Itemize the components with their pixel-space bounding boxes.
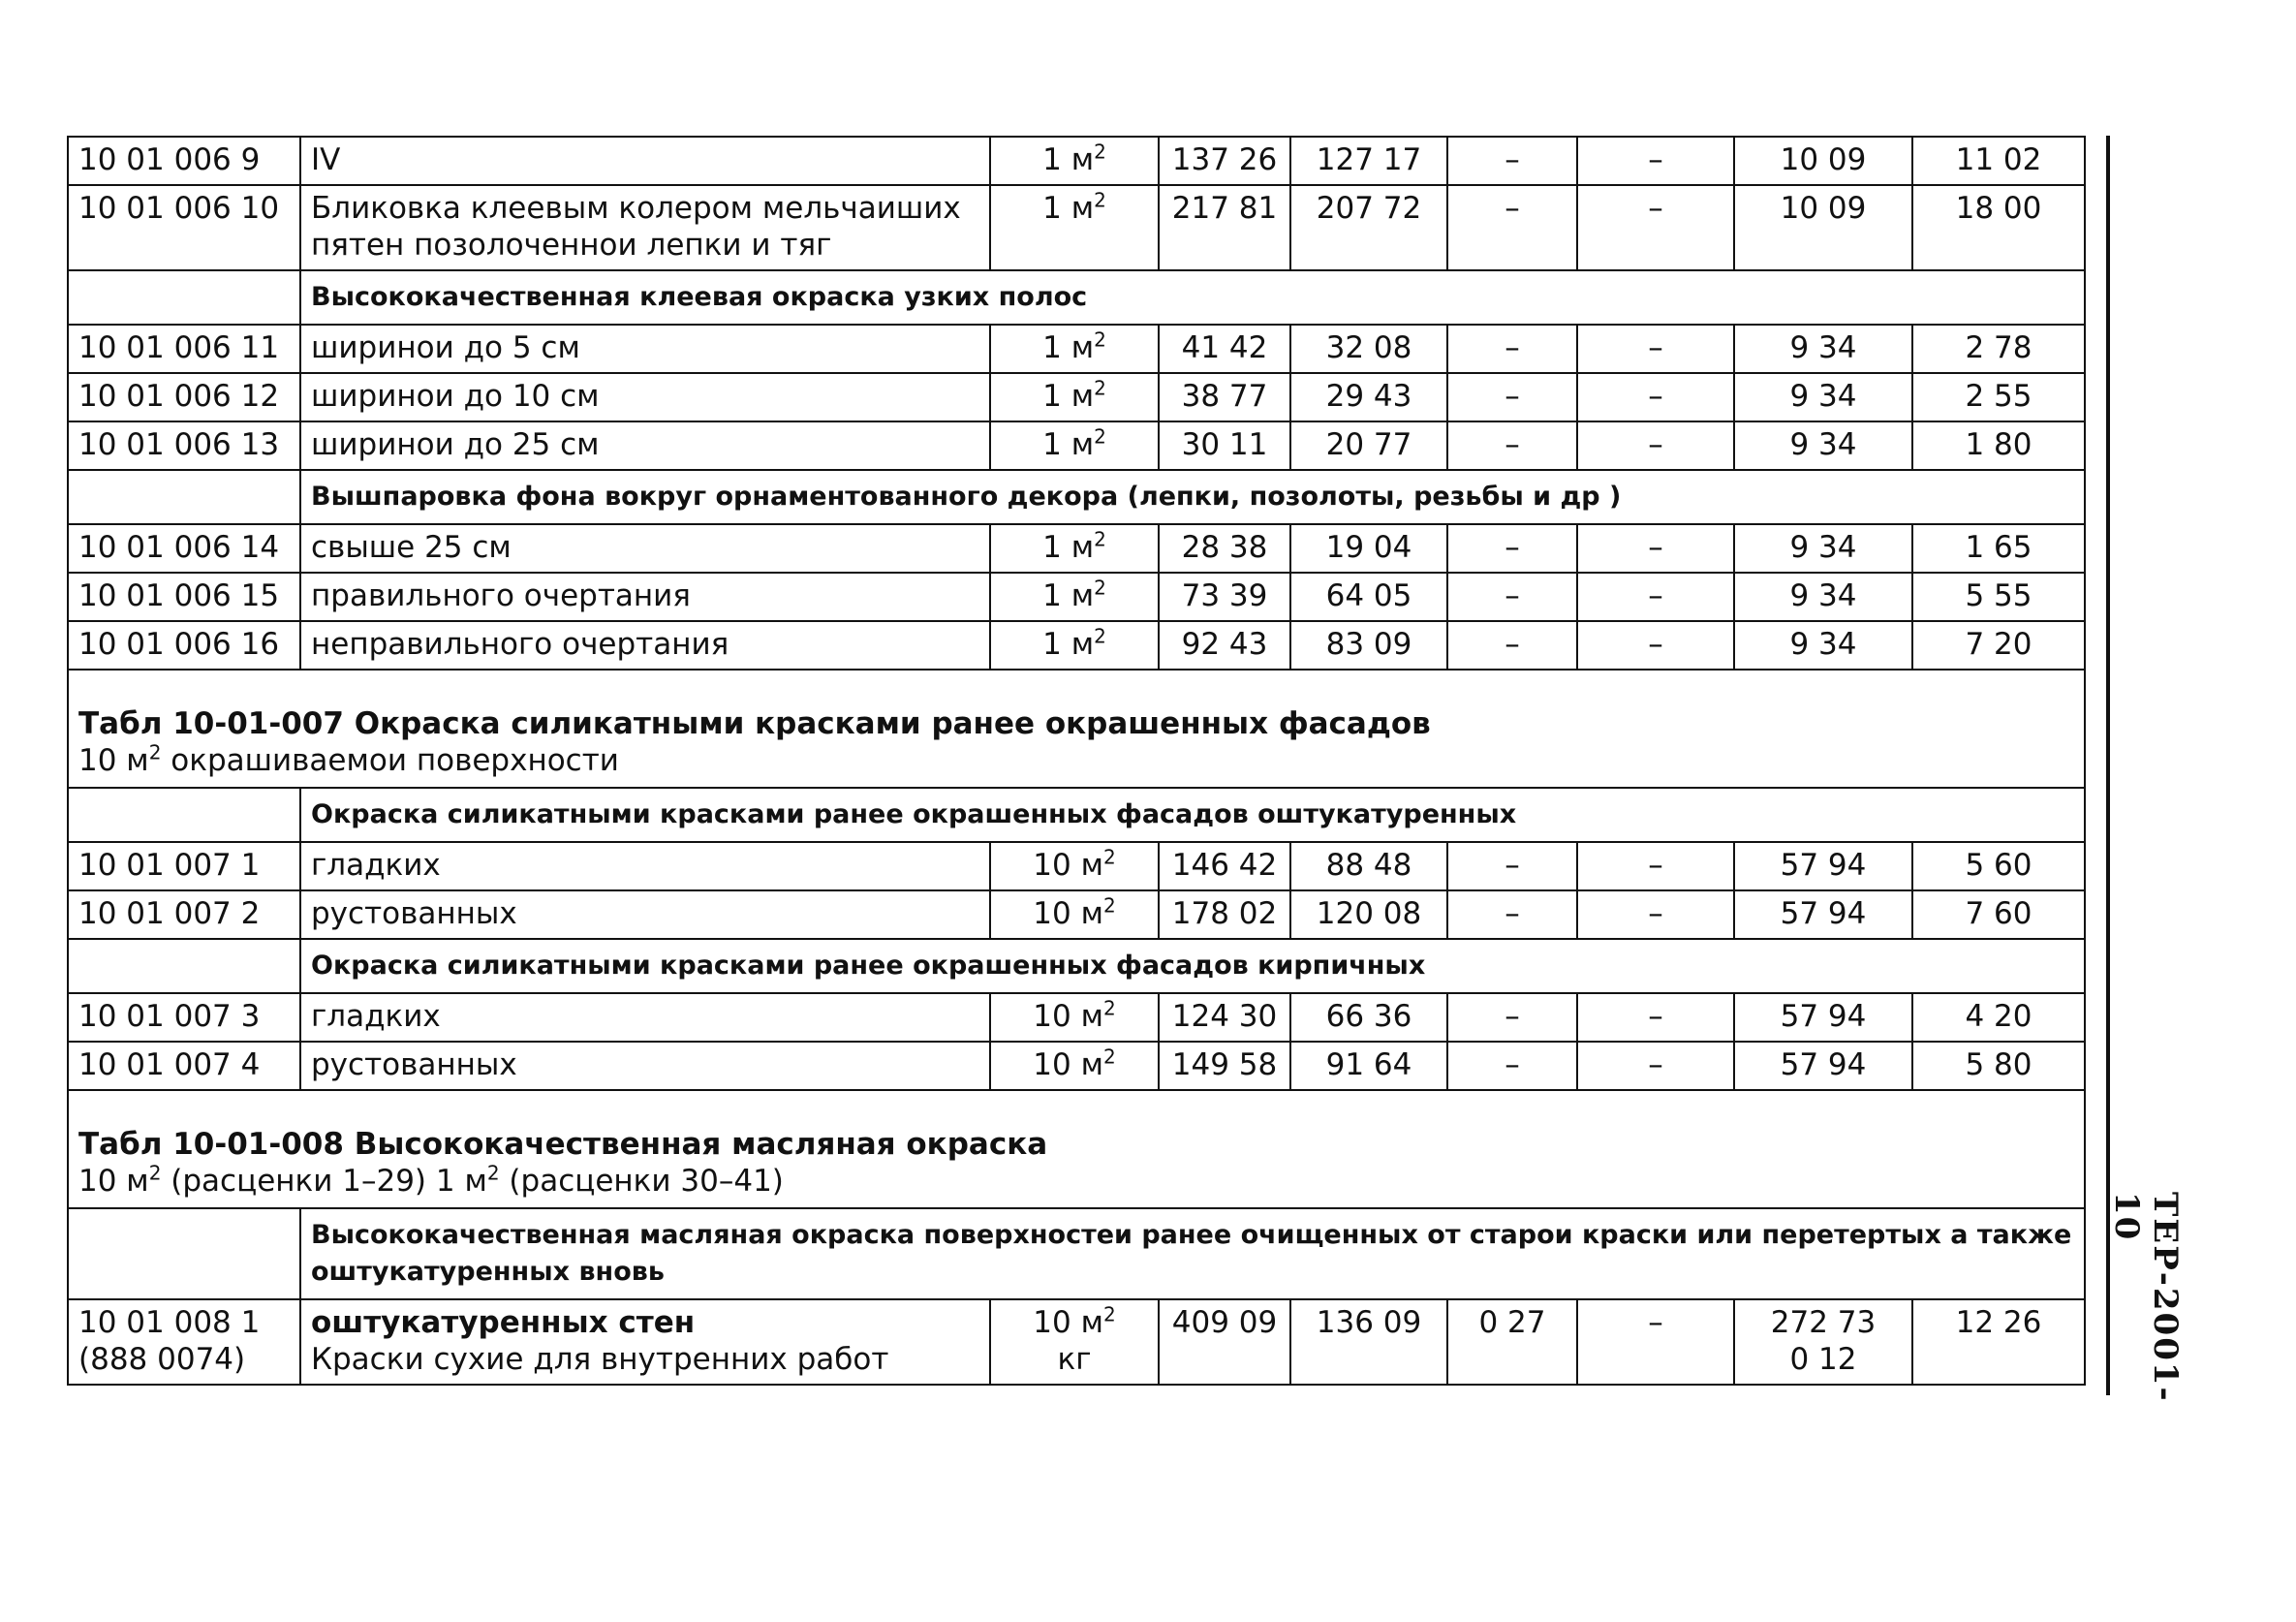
section-heading: Окраска силикатными красками ранее окрашенных фасадов оштукатуренных — [300, 788, 2085, 842]
row-value: – — [1577, 421, 1734, 470]
row-code: 10 01 006 16 — [68, 621, 300, 670]
table-row — [68, 890, 2085, 939]
table-row — [68, 524, 2085, 573]
section-row — [68, 1208, 2085, 1299]
row-value: – — [1577, 137, 1734, 185]
table-title — [68, 670, 2085, 788]
row-value: 91 64 — [1290, 1042, 1447, 1090]
row-code: 10 01 006 10 — [68, 185, 300, 270]
row-value: 1 65 — [1912, 524, 2085, 573]
row-description: гладких — [300, 993, 990, 1042]
row-value: 30 11 — [1159, 421, 1290, 470]
row-value: – — [1447, 573, 1577, 621]
row-value: 409 09 — [1159, 1299, 1290, 1385]
row-description: правильного очертания — [300, 573, 990, 621]
row-value: – — [1447, 621, 1577, 670]
row-value: 217 81 — [1159, 185, 1290, 270]
table-row — [68, 993, 2085, 1042]
table-unit-text: 10 $м^2$ (расценки 1–29) 1 $м^2$ (расценки 30–41) — [78, 1161, 784, 1199]
row-value: 32 08 — [1290, 325, 1447, 373]
row-description: ширинои до 25 см — [300, 421, 990, 470]
row-code: 10 01 007 4 — [68, 1042, 300, 1090]
table-row — [68, 185, 2085, 270]
section-heading: Вышпаровка фона вокруг орнаментованного декора (лепки, позолоты, резьбы и др ) — [300, 470, 2085, 524]
row-value: 149 58 — [1159, 1042, 1290, 1090]
table-row — [68, 137, 2085, 185]
row-unit: 1 $м^2$ — [990, 185, 1159, 270]
row-unit: 1 $м^2$ — [990, 325, 1159, 373]
row-unit: 1 $м^2$ — [990, 573, 1159, 621]
row-value: 9 34 — [1734, 421, 1912, 470]
table-unit-text: 10 $м^2$ окрашиваемои поверхности — [78, 740, 619, 778]
row-value: 207 72 — [1290, 185, 1447, 270]
table-title-text: Табл 10-01-007 Окраска силикатными красками ранее окрашенных фасадов — [78, 706, 1431, 741]
row-value: – — [1577, 325, 1734, 373]
table-title — [68, 1090, 2085, 1208]
row-value: – — [1447, 137, 1577, 185]
row-value: – — [1577, 1042, 1734, 1090]
row-value: – — [1447, 524, 1577, 573]
row-value: 9 34 — [1734, 621, 1912, 670]
row-description: IV — [300, 137, 990, 185]
row-value: – — [1577, 621, 1734, 670]
row-value: 146 42 — [1159, 842, 1290, 890]
table-row — [68, 842, 2085, 890]
table-row — [68, 421, 2085, 470]
table-row — [68, 573, 2085, 621]
row-value: – — [1577, 890, 1734, 939]
table-title-row — [68, 670, 2085, 788]
rates-table — [67, 136, 2086, 1386]
row-unit: 1 $м^2$ — [990, 524, 1159, 573]
section-row — [68, 788, 2085, 842]
row-value: – — [1447, 890, 1577, 939]
table-row — [68, 621, 2085, 670]
row-value: 83 09 — [1290, 621, 1447, 670]
table-title-row — [68, 1090, 2085, 1208]
row-value: 2 78 — [1912, 325, 2085, 373]
row-value: 4 20 — [1912, 993, 2085, 1042]
row-value: 136 09 — [1290, 1299, 1447, 1385]
row-value: – — [1447, 993, 1577, 1042]
row-value: 18 00 — [1912, 185, 2085, 270]
row-description: свыше 25 см — [300, 524, 990, 573]
row-value: 57 94 — [1734, 1042, 1912, 1090]
row-code: 10 01 006 15 — [68, 573, 300, 621]
row-value: 272 73 0 12 — [1734, 1299, 1912, 1385]
row-value: 120 08 — [1290, 890, 1447, 939]
row-description: оштукатуренных стен Краски сухие для внутренних работ — [300, 1299, 990, 1385]
row-unit: 10 $м^2$ — [990, 1042, 1159, 1090]
row-unit: 1 $м^2$ — [990, 137, 1159, 185]
row-value: 9 34 — [1734, 524, 1912, 573]
section-heading: Окраска силикатными красками ранее окрашенных фасадов кирпичных — [300, 939, 2085, 993]
row-description: ширинои до 10 см — [300, 373, 990, 421]
document-code-label: ТЕР-2001-10 — [2107, 1192, 2185, 1403]
row-value: – — [1577, 524, 1734, 573]
section-heading: Высококачественная масляная окраска поверхностеи ранее очищенных от старои краски или перетертых а также оштукатуренных вновь — [300, 1208, 2085, 1299]
row-code: 10 01 006 13 — [68, 421, 300, 470]
row-value: 66 36 — [1290, 993, 1447, 1042]
row-value: 92 43 — [1159, 621, 1290, 670]
row-code: 10 01 007 3 — [68, 993, 300, 1042]
row-value: 19 04 — [1290, 524, 1447, 573]
row-value: 57 94 — [1734, 890, 1912, 939]
row-value: 9 34 — [1734, 325, 1912, 373]
row-description: Бликовка клеевым колером мельчаиших пятен позолоченнои лепки и тяг — [300, 185, 990, 270]
table-row — [68, 1042, 2085, 1090]
row-value: 124 30 — [1159, 993, 1290, 1042]
row-value: 28 38 — [1159, 524, 1290, 573]
table-row — [68, 325, 2085, 373]
row-value: 57 94 — [1734, 993, 1912, 1042]
row-value: – — [1577, 1299, 1734, 1385]
row-code: 10 01 007 1 — [68, 842, 300, 890]
row-value: 0 27 — [1447, 1299, 1577, 1385]
row-value: 7 20 — [1912, 621, 2085, 670]
row-code: 10 01 006 11 — [68, 325, 300, 373]
row-value: – — [1577, 842, 1734, 890]
table-row — [68, 373, 2085, 421]
row-value: 127 17 — [1290, 137, 1447, 185]
row-value: 137 26 — [1159, 137, 1290, 185]
row-value: 38 77 — [1159, 373, 1290, 421]
row-value: 9 34 — [1734, 573, 1912, 621]
row-value: – — [1577, 573, 1734, 621]
row-value: – — [1577, 993, 1734, 1042]
row-description: неправильного очертания — [300, 621, 990, 670]
row-description: ширинои до 5 см — [300, 325, 990, 373]
section-heading: Высококачественная клеевая окраска узких полос — [300, 270, 2085, 325]
row-unit: 10 $м^2$ — [990, 993, 1159, 1042]
row-value: 88 48 — [1290, 842, 1447, 890]
row-unit: 1 $м^2$ — [990, 373, 1159, 421]
row-value: 10 09 — [1734, 185, 1912, 270]
row-value: 10 09 — [1734, 137, 1912, 185]
table-row — [68, 1299, 2085, 1385]
row-code: 10 01 008 1 (888 0074) — [68, 1299, 300, 1385]
row-value: – — [1447, 842, 1577, 890]
row-value: 5 55 — [1912, 573, 2085, 621]
row-description: рустованных — [300, 890, 990, 939]
row-description: гладких — [300, 842, 990, 890]
row-unit: 10 $м^2$ кг — [990, 1299, 1159, 1385]
row-description: рустованных — [300, 1042, 990, 1090]
section-row — [68, 270, 2085, 325]
row-value: – — [1447, 373, 1577, 421]
row-code: 10 01 006 9 — [68, 137, 300, 185]
section-row — [68, 470, 2085, 524]
row-code: 10 01 007 2 — [68, 890, 300, 939]
row-unit: 10 $м^2$ — [990, 842, 1159, 890]
row-unit: 10 $м^2$ — [990, 890, 1159, 939]
row-value: 57 94 — [1734, 842, 1912, 890]
row-code: 10 01 006 12 — [68, 373, 300, 421]
row-value: 73 39 — [1159, 573, 1290, 621]
section-row — [68, 939, 2085, 993]
row-value: 9 34 — [1734, 373, 1912, 421]
row-value: 12 26 — [1912, 1299, 2085, 1385]
table-title-text: Табл 10-01-008 Высококачественная масляная окраска — [78, 1127, 1048, 1162]
row-value: – — [1447, 421, 1577, 470]
row-value: 2 55 — [1912, 373, 2085, 421]
row-value: 5 80 — [1912, 1042, 2085, 1090]
row-value: 64 05 — [1290, 573, 1447, 621]
row-value: 11 02 — [1912, 137, 2085, 185]
row-unit: 1 $м^2$ — [990, 621, 1159, 670]
row-value: 41 42 — [1159, 325, 1290, 373]
row-value: 1 80 — [1912, 421, 2085, 470]
row-value: 178 02 — [1159, 890, 1290, 939]
row-value: 20 77 — [1290, 421, 1447, 470]
row-value: – — [1447, 1042, 1577, 1090]
row-value: 29 43 — [1290, 373, 1447, 421]
row-unit: 1 $м^2$ — [990, 421, 1159, 470]
row-value: 5 60 — [1912, 842, 2085, 890]
row-code: 10 01 006 14 — [68, 524, 300, 573]
row-value: – — [1577, 185, 1734, 270]
row-value: – — [1447, 325, 1577, 373]
row-value: 7 60 — [1912, 890, 2085, 939]
row-value: – — [1447, 185, 1577, 270]
row-value: – — [1577, 373, 1734, 421]
